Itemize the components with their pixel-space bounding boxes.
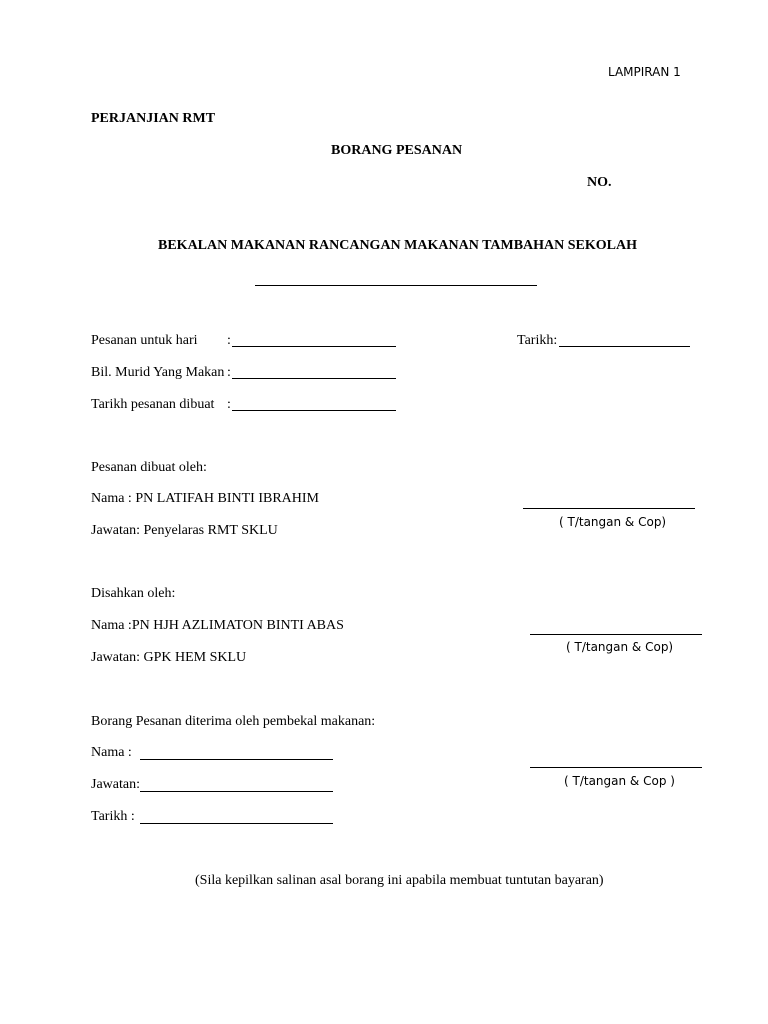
ordered-by-position: Jawatan: Penyelaras RMT SKLU: [91, 523, 278, 538]
approved-by-signature-line[interactable]: [530, 634, 702, 635]
date-field[interactable]: [559, 346, 690, 347]
receiver-name-label: Nama :: [91, 745, 132, 760]
order-day-field[interactable]: [232, 346, 396, 347]
agreement-title: PERJANJIAN RMT: [91, 111, 216, 126]
form-number-label: NO.: [587, 175, 612, 190]
students-count-colon: :: [227, 365, 231, 380]
receiver-position-field[interactable]: [140, 791, 333, 792]
order-day-label: Pesanan untuk hari: [91, 333, 198, 348]
order-date-field[interactable]: [232, 410, 396, 411]
order-date-label: Tarikh pesanan dibuat: [91, 397, 215, 412]
receiver-signature-line[interactable]: [530, 767, 702, 768]
receiver-date-field[interactable]: [140, 823, 333, 824]
ordered-by-signature-line[interactable]: [523, 508, 695, 509]
heading-underline: [255, 285, 537, 286]
approved-by-position: Jawatan: GPK HEM SKLU: [91, 650, 247, 665]
approved-by-heading: Disahkan oleh:: [91, 586, 176, 601]
receiver-name-field[interactable]: [140, 759, 333, 760]
students-count-label: Bil. Murid Yang Makan: [91, 365, 225, 380]
form-title: BORANG PESANAN: [331, 143, 463, 158]
footer-note: (Sila kepilkan salinan asal borang ini apabila membuat tuntutan bayaran): [195, 873, 604, 888]
students-count-field[interactable]: [232, 378, 396, 379]
receiver-date-label: Tarikh :: [91, 809, 135, 824]
approved-by-signature-caption: ( T/tangan & Cop): [566, 640, 674, 654]
receiver-position-label: Jawatan:: [91, 777, 140, 792]
ordered-by-signature-caption: ( T/tangan & Cop): [559, 515, 667, 529]
order-day-colon: :: [227, 333, 231, 348]
ordered-by-name: Nama : PN LATIFAH BINTI IBRAHIM: [91, 491, 319, 506]
receiver-signature-caption: ( T/tangan & Cop ): [564, 774, 675, 788]
main-heading: BEKALAN MAKANAN RANCANGAN MAKANAN TAMBAHAN SEKOLAH: [158, 238, 637, 253]
order-date-colon: :: [227, 397, 231, 412]
annex-label: LAMPIRAN 1: [608, 65, 681, 79]
approved-by-name: Nama :PN HJH AZLIMATON BINTI ABAS: [91, 618, 344, 633]
ordered-by-heading: Pesanan dibuat oleh:: [91, 460, 207, 475]
received-by-heading: Borang Pesanan diterima oleh pembekal makanan:: [91, 714, 376, 729]
date-label: Tarikh:: [517, 333, 558, 348]
